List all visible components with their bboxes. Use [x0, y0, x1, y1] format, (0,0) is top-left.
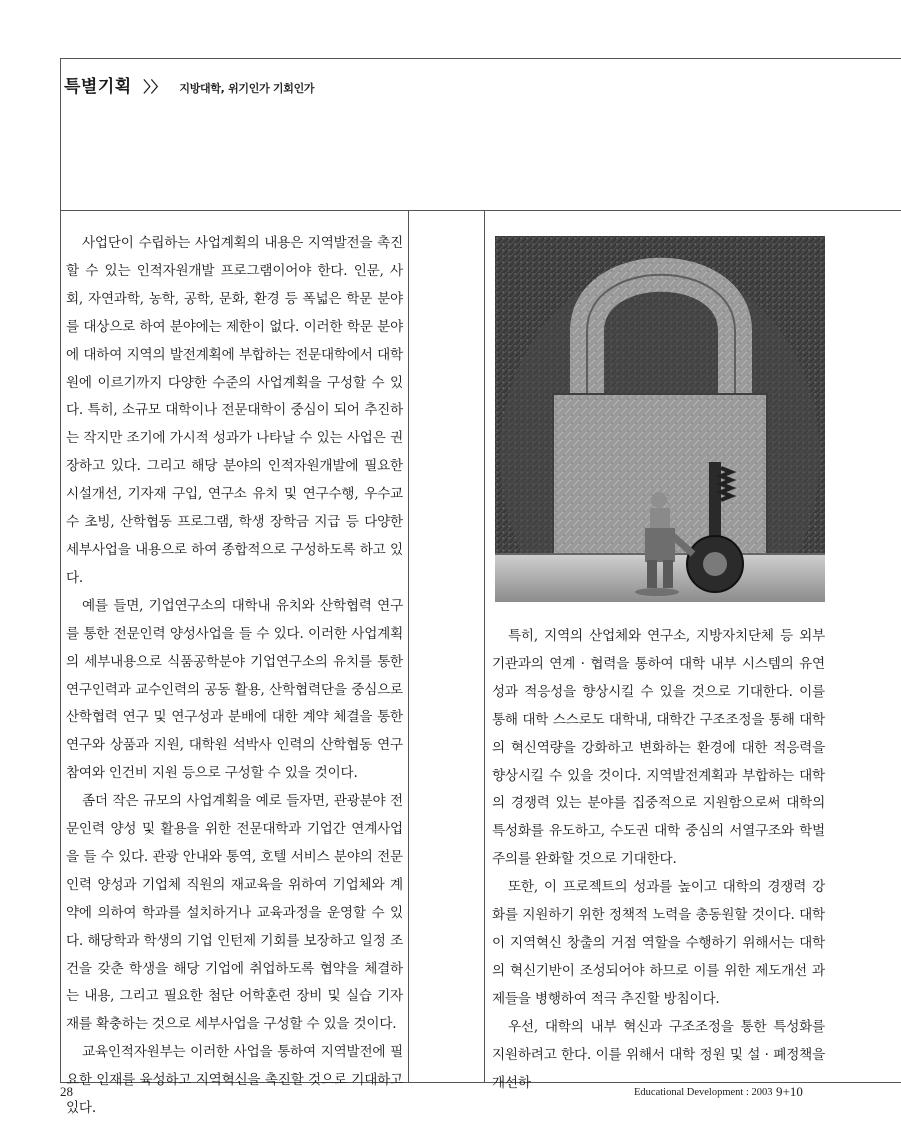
paragraph: 특히, 지역의 산업체와 연구소, 지방자치단체 등 외부 기관과의 연계 · 협력을 통하여 대학 내부 시스템의 유연성과 적응성을 향상시킬 수 있을 것으로 기대한다. 이를 통해 대학 스스로도 대학내, 대학간 구조조정을 통해 대학의 혁신역량을 강화하고 변화하는 환경에 대한 적응력을 향상시킬 수 있을 것이다. 지역발전계획과 부합하는 대학의 경쟁력 있는 분야를 집중적으로 지원함으로써 대학의 특성화를 유도하고, 수도권 대학 중심의 서열구조와 학벌주의를 완화할 것으로 기대한다. [492, 628, 825, 868]
padlock-key-man-illustration [495, 236, 825, 602]
chevron-right-icon: 〉〉 [143, 78, 166, 96]
paragraph: 예를 들면, 기업연구소의 대학내 유치와 산학협력 연구를 통한 전문인력 양성사업을 들 수 있다. 이러한 사업계획의 세부내용으로 식품공학분야 기업연구소의 유치를 통한 연구인력과 교수인력의 공동 활용, 산학협력단을 중심으로 산학협력 연구 및 연구성과 분배에 대한 계약 체결을 통한 연구와 상품과 지원, 대학원 석박사 인력의 산학협동 연구 참여와 인건비 지원 등으로 구성할 수 있을 것이다. [66, 597, 403, 782]
header-bottom-rule [60, 210, 901, 211]
top-rule [60, 58, 901, 59]
section-header [64, 72, 314, 97]
paragraph: 우선, 대학의 내부 혁신과 구조조정을 통한 특성화를 지원하려고 한다. 이를 위해서 대학 정원 및 설 · 폐정책을 개선하 [492, 1018, 825, 1091]
paragraph: 좀더 작은 규모의 사업계획을 예로 들자면, 관광분야 전문인력 양성 및 활용을 위한 전문대학과 기업간 연계사업을 들 수 있다. 관광 안내와 통역, 호텔 서비스 분야의 전문인력 양성과 기업체 직원의 재교육을 위하여 기업체와 계약에 의하여 학과를 설치하거나 교육과정을 운영할 수 있다. 해당학과 학생의 기업 인턴제 기회를 보장하고 일정 조건을 갖춘 학생을 해당 기업에 취업하도록 협약을 체결하는 내용, 그리고 필요한 첨단 어학훈련 장비 및 실습 기자재를 확충하는 것으로 세부사업을 구성할 수 있을 것이다. [66, 793, 403, 1033]
header-left-rule [60, 58, 61, 1083]
paragraph: 또한, 이 프로젝트의 성과를 높이고 대학의 경쟁력 강화를 지원하기 위한 정책적 노력을 총동원할 것이다. 대학이 지역혁신 창출의 거점 역할을 수행하기 위해서는 대학의 혁신기반이 조성되어야 하므로 이를 위한 제도개선 과제들을 병행하여 적극 추진할 방침이다. [492, 879, 825, 1007]
section-title: 특별기획 [64, 77, 132, 97]
section-subtitle: 지방대학, 위기인가 기회인가 [179, 82, 315, 95]
column-divider-left [408, 210, 409, 1083]
right-text-column [492, 623, 825, 1097]
issue-number: 9+10 [776, 1084, 803, 1099]
paragraph: 사업단이 수립하는 사업계획의 내용은 지역발전을 촉진할 수 있는 인적자원개발 프로그램이어야 한다. 인문, 사회, 자연과학, 농학, 공학, 문화, 환경 등 폭넓은 학문 분야를 대상으로 하여 분야에는 제한이 없다. 이러한 학문 분야에 대하여 지역의 발전계획에 부합하는 전문대학에서 대학원에 이르기까지 다양한 수준의 사업계획을 구성할 수 있다. 특히, 소규모 대학이나 전문대학이 중심이 되어 추진하는 작지만 조기에 가시적 성과가 나타날 수 있는 사업은 권장하고 있다. 그리고 해당 분야의 인적자원개발에 필요한 시설개선, 기자재 구입, 연구소 유치 및 연구수행, 우수교수 초빙, 산학협동 프로그램, 학생 장학금 지급 등 다양한 세부사업을 내용으로 하여 종합적으로 구성하도록 하고 있다. [66, 235, 403, 586]
page-number: 28 [60, 1084, 73, 1099]
column-divider-right [484, 210, 485, 1083]
left-text-column [66, 230, 403, 1123]
journal-title: Educational Development : 2003 [634, 1087, 773, 1098]
paragraph: 교육인적자원부는 이러한 사업을 통하여 지역발전에 필요한 인재를 육성하고 지역혁신을 촉진할 것으로 기대하고 있다. [66, 1044, 403, 1117]
